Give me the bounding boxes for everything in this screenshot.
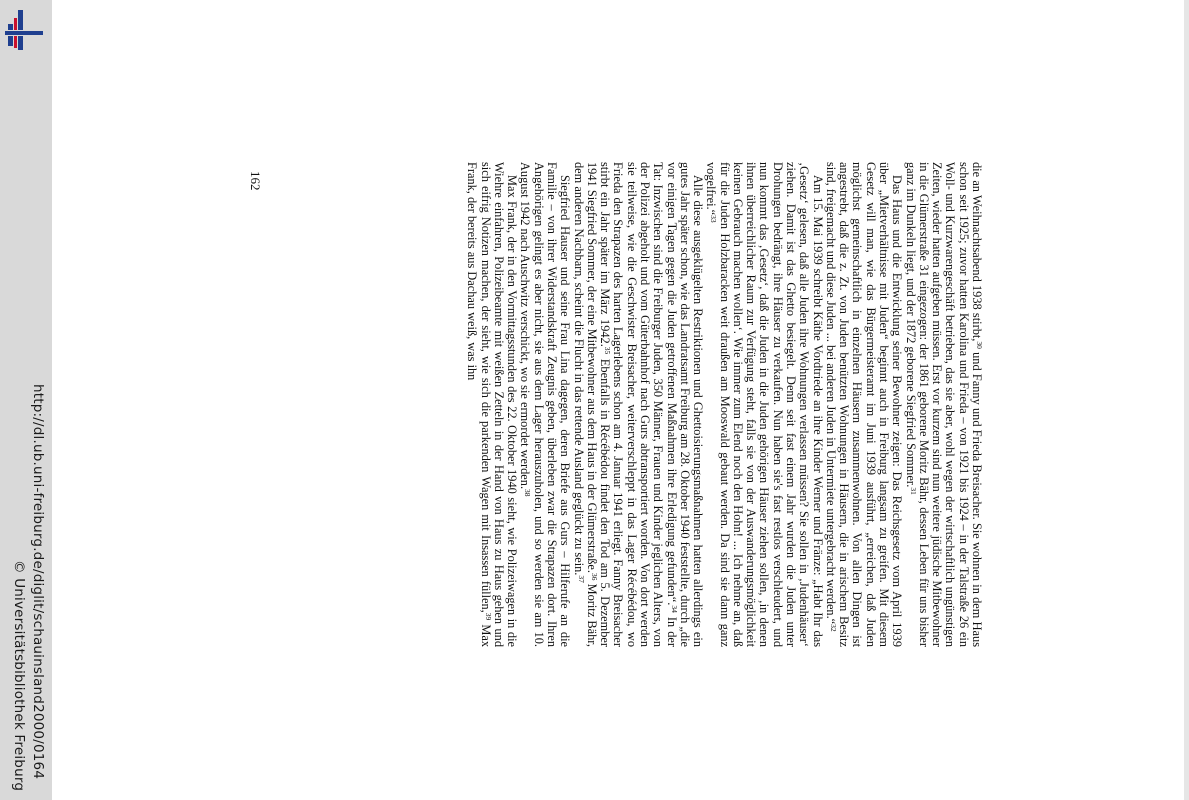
paragraph: [465, 162, 518, 647]
text-run: Ebenfalls in Récébédou findet den Tod am 5. Dezember 1941 Siegfried Sommer, der eine Mitbewohner aus dem Haus in der Glümerstraße.: [584, 162, 613, 647]
footnote-marker: 35: [603, 346, 613, 355]
page-number: 162: [248, 171, 263, 191]
viewer-sidebar: [0, 0, 52, 800]
footnote-marker: 34: [669, 605, 679, 613]
paragraph: [704, 162, 824, 647]
paragraph: [518, 162, 571, 647]
footnote-marker: 38: [523, 489, 533, 497]
copyright-notice: © Universitätsbibliothek Freiburg: [11, 560, 27, 792]
footnote-marker: 33: [709, 215, 719, 223]
text-run: Das Haus und die Entwicklung seiner Bewohner zeigen: Das Reichsgesetz vom April 1939 über „Mietverhältnisse mit Juden“ beginnt auch in Freiburg langsam zu greifen. Mit diesem Gesetz will man, wie das Bürgermeisteramt im Juni 1939 ausführt, „erreichen, daß Juden möglichst gemeinschaftlich in einzelnen Häusern zusammenwohnen. Von allen Dingen ist angestrebt, daß die z. Zt. von Juden benützten Wohnungen in Häusern, die in arischem Besitz sind, freigemacht und diese Juden ... bei anderen Juden in Untermiete untergebracht werden.“: [823, 162, 905, 647]
library-logo-icon: [2, 10, 44, 50]
paragraph: [903, 162, 983, 647]
text-run: Max Frank, der bereits aus Dachau weiß, was ihn: [465, 162, 493, 647]
text-run: die an Weihnachtsabend 1938 stirbt,: [970, 162, 984, 342]
text-run: In der Tat: Inzwischen sind die Freiburger Juden, 350 Männer, Frauen und Kinder jeglichen Alters, von der Polizei abgeholt und vom Güterbahnhof nach Gurs abtransportiert worden. Von dort werden sie teilweise, wie die Geschwister Breisacher, weiterverschleppt in das Lager Récébédou, wo Frieda den Strapazen des harten Lagerlebens schon am 4. Januar 1941 erliegt. Fanny Breisacher stirbt ein Jahr später im März 1942.: [598, 162, 679, 647]
footnote-marker: 32: [828, 624, 838, 632]
text-run: und Fanny und Frieda Breisacher. Sie wohnen in dem Haus schon seit 1925; zuvor hatten Karolina und Frieda – von 1921 bis 1924 – in der Talstraße 26 ein Woll- und Kurzwarengeschäft betrieben, das sie aber, wohl wegen der wirtschaftlich ungünstigen Zeiten, wieder hatten aufgeben müssen. Erst vor kurzem sind nun weitere jüdische Mitbewohner in die Glümerstraße 31 eingezogen: der 1861 geborene Moritz Bähr, dessen Leben für uns bisher ganz im Dunkeln liegt, und der 1872 geborene Siegfried Sommer.: [903, 162, 984, 648]
footnote-marker: 36: [589, 572, 599, 581]
footnote-marker: 39: [483, 612, 493, 621]
footnote-marker: 31: [908, 487, 918, 495]
source-url[interactable]: http://dl.ub.uni-freiburg.de/diglit/schauinsland2000/0164: [30, 384, 46, 780]
text-run: Alle diese ausgeklügelten Restriktionen und Ghettoisierungsmaßnahmen hatten allerdings ein gutes Jahr später schon, wie das Landratsamt Freiburg am 28. Oktober 1940 feststellte, durch „die vor einigen Tagen gegen die Juden getroffenen Maßnahmen ihre Erledigung gefunden“.: [664, 162, 706, 647]
footnote-marker: 30: [975, 341, 984, 349]
page-text-block: [250, 162, 983, 647]
paragraph: [571, 162, 704, 647]
scrollbar-track[interactable]: [1184, 0, 1189, 800]
footnote-marker: 37: [576, 575, 586, 583]
paragraph: [824, 162, 904, 647]
text-run: Am 15. Mai 1939 schreibt Käthe Vordtriede an ihre Kinder Werner und Fränze: „Habt Ihr das ‚Gesetz‘ gelesen, daß alle Juden ihre Wohnungen verlassen müssen? Sie sollen in ‚Judenhäuser‘ ziehen. Damit ist das Ghetto besiegelt. Denn seit fast einem Jahr wurden die Juden unter Drohungen bedrängt, ihre Häuser zu verkaufen. Nun haben sie's fast restlos verschleudert, und nun kommt das ‚Gesetz‘, daß die Juden in die Juden gehörigen Häuser ziehen sollen, ‚in denen ihnen überreichlicher Raum zur Verfügung steht, falls sie von der Auswanderungsmöglichkeit keinen Gebrauch machen wollen‘. Wie immer zum Elend noch den Hohn! ... Ich nehme an, daß für die Juden Holzbaracken weit draußen am Mooswald gebaut werden. Da sind sie dann ganz vogelfrei.“: [704, 162, 825, 647]
text-run: Max Frank, der in den Vormittagsstunden des 22. Oktober 1940 sieht, wie Polizeiwagen in die Wiehre einfahren, Polizeibeamte mit weißen Zetteln in der Hand von Haus zu Haus gehen und sich eifrig Notizen machen, der sieht, wie sich die parkenden Wagen mit Insassen füllen,: [478, 162, 520, 647]
text-run: Siegfried Hauser und seine Frau Lina dagegen, deren Briefe aus Gurs – Hilferufe an die Familie – von ihrer Widerstandskraft Zeugnis geben, überleben zwar die Strapazen dort. Ihren Angehörigen gelingt es aber nicht, sie aus dem Lager herauszuholen, und so werden sie am 10. August 1942 nach Auschwitz verschickt, wo sie ermordet werden.: [518, 162, 573, 647]
text-run: Moritz Bähr, dem anderen Nachbarn, scheint die Flucht in das rettende Ausland geglückt zu sein.: [571, 162, 599, 647]
